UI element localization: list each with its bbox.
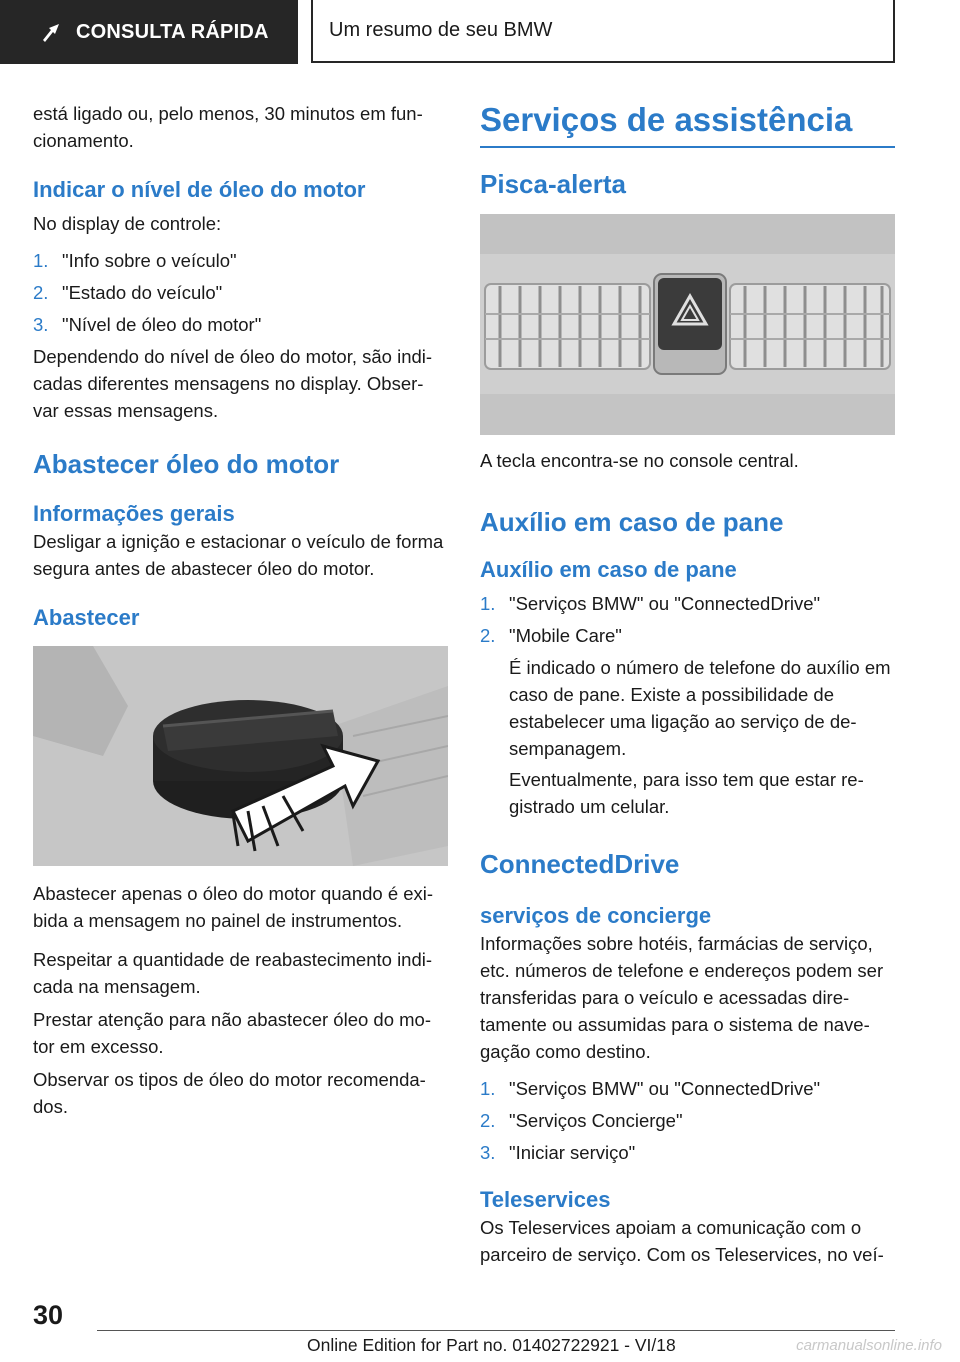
list-item: 2. "Mobile Care" [480, 625, 622, 646]
section-tab-label: Um resumo de seu BMW [329, 19, 553, 41]
breakdown-note-1: É indicado o número de telefone do auxílio em caso de pane. Existe a possibilidade de estabelecer uma ligação ao serviço de de-sempanagem. [509, 657, 891, 759]
breakdown-heading: Auxílio em caso de pane [480, 507, 784, 537]
refill-paragraph-4: Observar os tipos de óleo do motor recomenda-dos. [33, 1069, 426, 1117]
teleservices-heading: Teleservices [480, 1187, 611, 1212]
hazard-button-image [480, 214, 895, 435]
intro-paragraph: está ligado ou, pelo menos, 30 minutos em fun-cionamento. [33, 103, 423, 151]
watermark-text: carmanualsonline.info [796, 1337, 942, 1354]
oil-level-steps [33, 247, 448, 338]
breakdown-subheading: Auxílio em caso de pane [480, 557, 737, 582]
list-item: 2. "Estado do veículo" [33, 282, 223, 303]
list-item: 1. "Serviços BMW" ou "ConnectedDrive" [480, 1078, 821, 1099]
oil-cap-illustration [33, 646, 448, 866]
list-item: 1. "Serviços BMW" ou "ConnectedDrive" [480, 593, 821, 614]
quick-reference-arrow-icon [40, 21, 62, 43]
list-item: 3. "Nível de óleo do motor" [33, 314, 262, 335]
list-item: 2. "Serviços Concierge" [480, 1110, 683, 1131]
footer-divider [97, 1330, 895, 1331]
concierge-steps [480, 1075, 895, 1166]
hazard-caption: A tecla encontra-se no console central. [480, 450, 799, 471]
refill-paragraph-2: Respeitar a quantidade de reabastecimento indi-cada na mensagem. [33, 949, 433, 997]
oil-level-heading: Indicar o nível de óleo do motor [33, 177, 366, 202]
teleservices-paragraph: Os Teleservices apoiam a comunicação com o parceiro de serviço. Com os Teleservices, no veí- [480, 1217, 884, 1265]
breakdown-note-2: Eventualmente, para isso tem que estar re-gistrado um celular. [509, 769, 864, 817]
oil-cap-image [33, 646, 448, 866]
connected-drive-heading: ConnectedDrive [480, 849, 680, 879]
list-item: 3. "Iniciar serviço" [480, 1142, 636, 1163]
hazard-heading: Pisca-alerta [480, 169, 626, 199]
general-info-paragraph: Desligar a ignição e estacionar o veículo de forma segura antes de abastecer óleo do motor. [33, 531, 444, 579]
hazard-button-illustration [480, 214, 895, 435]
oil-level-note: Dependendo do nível de óleo do motor, são indi-cadas diferentes mensagens no display. Obser-var essas mensagens. [33, 346, 433, 421]
general-info-heading: Informações gerais [33, 501, 235, 526]
services-heading: Serviços de assistência [480, 100, 895, 148]
page-header [0, 0, 960, 66]
right-column [480, 100, 895, 1268]
breakdown-steps [480, 590, 895, 649]
left-column [33, 100, 448, 1120]
quick-reference-label: CONSULTA RÁPIDA [76, 20, 269, 43]
refill-heading: Abastecer óleo do motor [33, 449, 340, 479]
list-item: 1. "Info sobre o veículo" [33, 250, 237, 271]
edition-text: Online Edition for Part no. 01402722921 - VI/18 [307, 1335, 676, 1355]
concierge-paragraph: Informações sobre hotéis, farmácias de serviço, etc. números de telefone e endereços podem ser transferidas para o veículo e acessadas dire-tamente ou assumidas para o sistema de nave-gação como destino. [480, 933, 884, 1062]
section-tab[interactable] [311, 0, 895, 63]
refill-paragraph-1: Abastecer apenas o óleo do motor quando é exi-bida a mensagem no painel de instrumentos. [33, 883, 434, 931]
quick-reference-tab[interactable] [0, 0, 298, 64]
oil-level-intro: No display de controle: [33, 213, 222, 234]
refill-paragraph-3: Prestar atenção para não abastecer óleo do mo-tor em excesso. [33, 1009, 431, 1057]
refill-subheading: Abastecer [33, 605, 140, 630]
page-number: 30 [33, 1300, 64, 1330]
concierge-heading: serviços de concierge [480, 903, 712, 928]
